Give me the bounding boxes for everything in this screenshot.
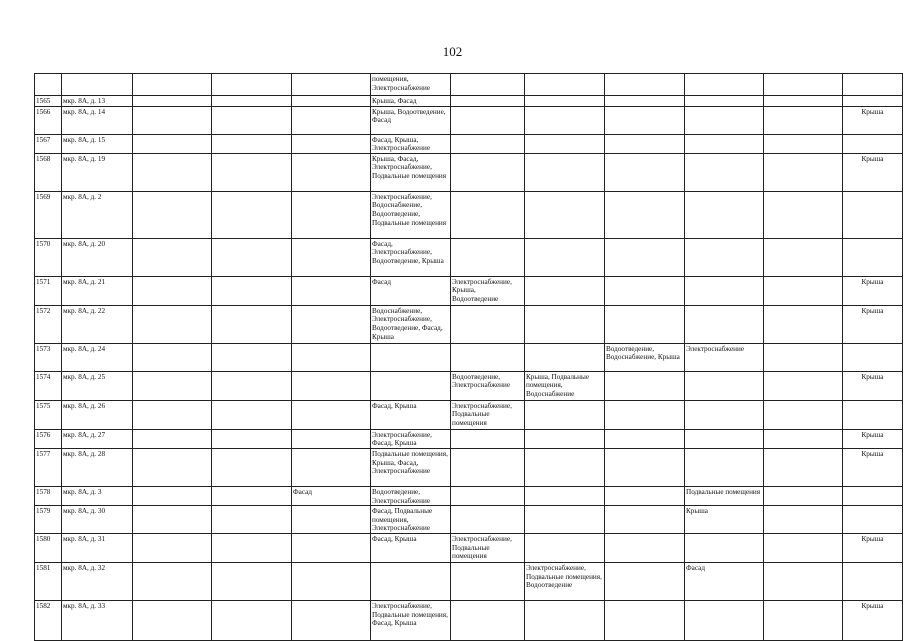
work-cell	[685, 153, 764, 191]
work-cell	[685, 534, 764, 563]
work-cell	[605, 305, 685, 343]
row-number: 1580	[35, 534, 62, 563]
work-cell: Водоотведение, Электроснабжение	[451, 371, 525, 400]
work-cell	[685, 74, 764, 96]
work-cell	[451, 601, 525, 641]
work-cell	[525, 448, 605, 486]
work-cell	[451, 74, 525, 96]
table-row	[35, 305, 903, 343]
work-cell	[605, 191, 685, 238]
work-cell: Крыша, Фасад	[371, 96, 451, 107]
address-cell: мкр. 8А, д. 24	[62, 343, 133, 371]
work-cell	[764, 96, 843, 107]
work-cell: Фасад	[371, 276, 451, 305]
work-cell	[212, 563, 292, 601]
work-cell	[451, 486, 525, 505]
work-cell	[212, 371, 292, 400]
work-cell: Электроснабжение, Подвальные помещения	[451, 534, 525, 563]
work-cell: Электроснабжение, Подвальные помещения, Водоотведение	[525, 563, 605, 601]
work-cell: Фасад, Электроснабжение, Водоотведение, Крыша	[371, 238, 451, 276]
work-cell	[605, 276, 685, 305]
work-cell	[764, 343, 843, 371]
work-cell	[133, 305, 212, 343]
work-cell	[685, 429, 764, 448]
table-row	[35, 74, 903, 96]
work-cell	[371, 343, 451, 371]
work-cell	[525, 305, 605, 343]
work-cell: Крыша	[843, 534, 903, 563]
address-cell: мкр. 8А, д. 28	[62, 448, 133, 486]
work-cell	[605, 448, 685, 486]
work-cell	[764, 305, 843, 343]
table-row	[35, 238, 903, 276]
work-cell	[292, 429, 371, 448]
work-cell	[451, 153, 525, 191]
work-cell	[843, 191, 903, 238]
work-cell	[133, 191, 212, 238]
work-cell	[843, 343, 903, 371]
address-cell: мкр. 8А, д. 2	[62, 191, 133, 238]
work-cell	[292, 371, 371, 400]
address-cell: мкр. 8А, д. 15	[62, 134, 133, 153]
row-number: 1579	[35, 506, 62, 534]
table-row	[35, 534, 903, 563]
table-row	[35, 400, 903, 429]
work-cell	[133, 506, 212, 534]
work-cell	[212, 506, 292, 534]
table-row	[35, 134, 903, 153]
work-cell	[133, 400, 212, 429]
work-cell	[212, 191, 292, 238]
address-cell: мкр. 8А, д. 25	[62, 371, 133, 400]
row-number: 1571	[35, 276, 62, 305]
repair-schedule-table	[34, 73, 903, 641]
work-cell	[843, 74, 903, 96]
table-row	[35, 106, 903, 134]
work-cell: Фасад, Крыша, Электроснабжение	[371, 134, 451, 153]
row-number: 1573	[35, 343, 62, 371]
work-cell	[843, 563, 903, 601]
work-cell	[292, 106, 371, 134]
work-cell	[212, 106, 292, 134]
work-cell	[212, 429, 292, 448]
table-row	[35, 506, 903, 534]
address-cell: мкр. 8А, д. 3	[62, 486, 133, 505]
work-cell	[133, 74, 212, 96]
work-cell	[212, 343, 292, 371]
work-cell	[685, 448, 764, 486]
row-number: 1569	[35, 191, 62, 238]
work-cell	[212, 534, 292, 563]
work-cell	[525, 134, 605, 153]
work-cell	[764, 429, 843, 448]
work-cell	[605, 96, 685, 107]
table-row	[35, 276, 903, 305]
work-cell	[451, 506, 525, 534]
table-row	[35, 153, 903, 191]
work-cell: Фасад	[685, 563, 764, 601]
table-row	[35, 563, 903, 601]
work-cell: Крыша	[843, 276, 903, 305]
work-cell	[525, 191, 605, 238]
work-cell	[292, 134, 371, 153]
work-cell	[451, 563, 525, 601]
work-cell: Электроснабжение	[685, 343, 764, 371]
row-number: 1582	[35, 601, 62, 641]
work-cell	[133, 601, 212, 641]
work-cell	[605, 601, 685, 641]
work-cell	[133, 486, 212, 505]
work-cell	[764, 153, 843, 191]
work-cell	[292, 238, 371, 276]
work-cell	[525, 238, 605, 276]
work-cell	[212, 134, 292, 153]
table-row	[35, 448, 903, 486]
work-cell	[451, 343, 525, 371]
row-number: 1570	[35, 238, 62, 276]
work-cell	[212, 96, 292, 107]
work-cell	[133, 134, 212, 153]
work-cell: Фасад, Подвальные помещения, Электроснабжение	[371, 506, 451, 534]
work-cell	[525, 534, 605, 563]
work-cell	[451, 448, 525, 486]
work-cell	[292, 563, 371, 601]
work-cell	[843, 238, 903, 276]
work-cell	[525, 153, 605, 191]
work-cell: Крыша, Фасад, Электроснабжение, Подвальные помещения	[371, 153, 451, 191]
work-cell	[764, 506, 843, 534]
work-cell	[605, 563, 685, 601]
table-row	[35, 191, 903, 238]
work-cell	[843, 134, 903, 153]
work-cell	[292, 276, 371, 305]
work-cell: Крыша	[843, 106, 903, 134]
work-cell	[525, 400, 605, 429]
work-cell: Электроснабжение, Водоснабжение, Водоотведение, Подвальные помещения	[371, 191, 451, 238]
work-cell: Крыша	[843, 305, 903, 343]
row-number: 1577	[35, 448, 62, 486]
address-cell: мкр. 8А, д. 21	[62, 276, 133, 305]
table-row	[35, 343, 903, 371]
work-cell	[292, 343, 371, 371]
work-cell	[764, 534, 843, 563]
work-cell	[451, 191, 525, 238]
work-cell	[605, 371, 685, 400]
work-cell	[525, 506, 605, 534]
address-cell: мкр. 8А, д. 27	[62, 429, 133, 448]
work-cell	[685, 134, 764, 153]
work-cell	[133, 238, 212, 276]
work-cell	[451, 238, 525, 276]
work-cell	[685, 305, 764, 343]
work-cell	[685, 238, 764, 276]
work-cell	[212, 400, 292, 429]
work-cell	[605, 106, 685, 134]
work-cell	[764, 74, 843, 96]
work-cell: Крыша	[685, 506, 764, 534]
work-cell	[605, 506, 685, 534]
address-cell: мкр. 8А, д. 33	[62, 601, 133, 641]
work-cell	[605, 74, 685, 96]
work-cell	[212, 276, 292, 305]
work-cell	[843, 486, 903, 505]
work-cell	[292, 191, 371, 238]
row-number: 1576	[35, 429, 62, 448]
work-cell	[764, 238, 843, 276]
work-cell	[292, 96, 371, 107]
work-cell	[451, 106, 525, 134]
work-cell	[292, 74, 371, 96]
work-cell	[525, 429, 605, 448]
work-cell	[212, 601, 292, 641]
address-cell: мкр. 8А, д. 20	[62, 238, 133, 276]
row-number: 1567	[35, 134, 62, 153]
work-cell: Водоснабжение, Электроснабжение, Водоотведение, Фасад, Крыша	[371, 305, 451, 343]
row-number: 1566	[35, 106, 62, 134]
table-row	[35, 96, 903, 107]
work-cell	[843, 400, 903, 429]
work-cell: Подвальные помещения, Крыша, Фасад, Электроснабжение	[371, 448, 451, 486]
work-cell: Крыша	[843, 601, 903, 641]
work-cell	[133, 106, 212, 134]
work-cell	[212, 305, 292, 343]
address-cell: мкр. 8А, д. 13	[62, 96, 133, 107]
address-cell: мкр. 8А, д. 22	[62, 305, 133, 343]
work-cell	[605, 153, 685, 191]
work-cell	[292, 153, 371, 191]
work-cell	[133, 276, 212, 305]
work-cell: Крыша	[843, 371, 903, 400]
work-cell	[525, 276, 605, 305]
work-cell	[685, 191, 764, 238]
work-cell	[292, 400, 371, 429]
work-cell	[764, 276, 843, 305]
table-row	[35, 486, 903, 505]
work-cell	[292, 601, 371, 641]
work-cell: помещения, Электроснабжение	[371, 74, 451, 96]
work-cell	[525, 343, 605, 371]
work-cell	[764, 400, 843, 429]
work-cell: Водоотведение, Электроснабжение	[371, 486, 451, 505]
work-cell: Крыша, Водоотведение, Фасад	[371, 106, 451, 134]
work-cell	[451, 96, 525, 107]
work-cell: Электроснабжение, Фасад, Крыша	[371, 429, 451, 448]
work-cell	[212, 74, 292, 96]
work-cell	[605, 429, 685, 448]
work-cell	[133, 534, 212, 563]
work-cell	[764, 371, 843, 400]
work-cell	[292, 534, 371, 563]
work-cell: Электроснабжение, Подвальные помещения	[451, 400, 525, 429]
work-cell	[685, 601, 764, 641]
work-cell	[685, 371, 764, 400]
work-cell	[764, 486, 843, 505]
work-cell	[685, 96, 764, 107]
page-number: 102	[442, 44, 463, 59]
row-number: 1572	[35, 305, 62, 343]
work-cell	[133, 563, 212, 601]
work-cell	[133, 153, 212, 191]
work-cell	[764, 601, 843, 641]
work-cell	[764, 563, 843, 601]
row-number: 1581	[35, 563, 62, 601]
work-cell	[451, 305, 525, 343]
work-cell: Фасад, Крыша	[371, 400, 451, 429]
work-cell	[133, 343, 212, 371]
address-cell: мкр. 8А, д. 14	[62, 106, 133, 134]
address-cell: мкр. 8А, д. 19	[62, 153, 133, 191]
work-cell	[764, 106, 843, 134]
work-cell	[371, 563, 451, 601]
work-cell: Электроснабжение, Подвальные помещения, Фасад, Крыша	[371, 601, 451, 641]
work-cell	[605, 534, 685, 563]
work-cell: Крыша	[843, 429, 903, 448]
work-cell	[525, 486, 605, 505]
work-cell	[685, 276, 764, 305]
work-cell	[605, 486, 685, 505]
work-cell	[843, 96, 903, 107]
work-cell	[212, 153, 292, 191]
address-cell	[62, 74, 133, 96]
work-cell: Подвальные помещения	[685, 486, 764, 505]
work-cell	[292, 305, 371, 343]
table-row	[35, 371, 903, 400]
work-cell: Фасад	[292, 486, 371, 505]
work-cell	[133, 96, 212, 107]
row-number	[35, 74, 62, 96]
work-cell	[605, 238, 685, 276]
address-cell: мкр. 8А, д. 26	[62, 400, 133, 429]
table-row	[35, 429, 903, 448]
work-cell	[451, 429, 525, 448]
work-cell	[292, 506, 371, 534]
row-number: 1574	[35, 371, 62, 400]
work-cell	[212, 448, 292, 486]
address-cell: мкр. 8А, д. 32	[62, 563, 133, 601]
row-number: 1568	[35, 153, 62, 191]
row-number: 1578	[35, 486, 62, 505]
work-cell: Крыша	[843, 448, 903, 486]
work-cell	[843, 506, 903, 534]
work-cell: Крыша, Подвальные помещения, Водоснабжение	[525, 371, 605, 400]
work-cell	[525, 106, 605, 134]
work-cell	[764, 134, 843, 153]
work-cell	[525, 96, 605, 107]
row-number: 1575	[35, 400, 62, 429]
work-cell	[764, 448, 843, 486]
address-cell: мкр. 8А, д. 30	[62, 506, 133, 534]
work-cell	[685, 400, 764, 429]
work-cell	[212, 486, 292, 505]
work-cell	[133, 429, 212, 448]
work-cell: Электроснабжение, Крыша, Водоотведение	[451, 276, 525, 305]
work-cell	[292, 448, 371, 486]
table-row	[35, 601, 903, 641]
work-cell	[685, 106, 764, 134]
work-cell	[605, 400, 685, 429]
work-cell	[133, 371, 212, 400]
work-cell: Фасад, Крыша	[371, 534, 451, 563]
row-number: 1565	[35, 96, 62, 107]
work-cell	[371, 371, 451, 400]
work-cell	[451, 134, 525, 153]
work-cell	[133, 448, 212, 486]
address-cell: мкр. 8А, д. 31	[62, 534, 133, 563]
work-cell: Крыша	[843, 153, 903, 191]
work-cell: Водоотведение, Водоснабжение, Крыша	[605, 343, 685, 371]
work-cell	[764, 191, 843, 238]
work-cell	[212, 238, 292, 276]
work-cell	[525, 74, 605, 96]
work-cell	[605, 134, 685, 153]
work-cell	[525, 601, 605, 641]
